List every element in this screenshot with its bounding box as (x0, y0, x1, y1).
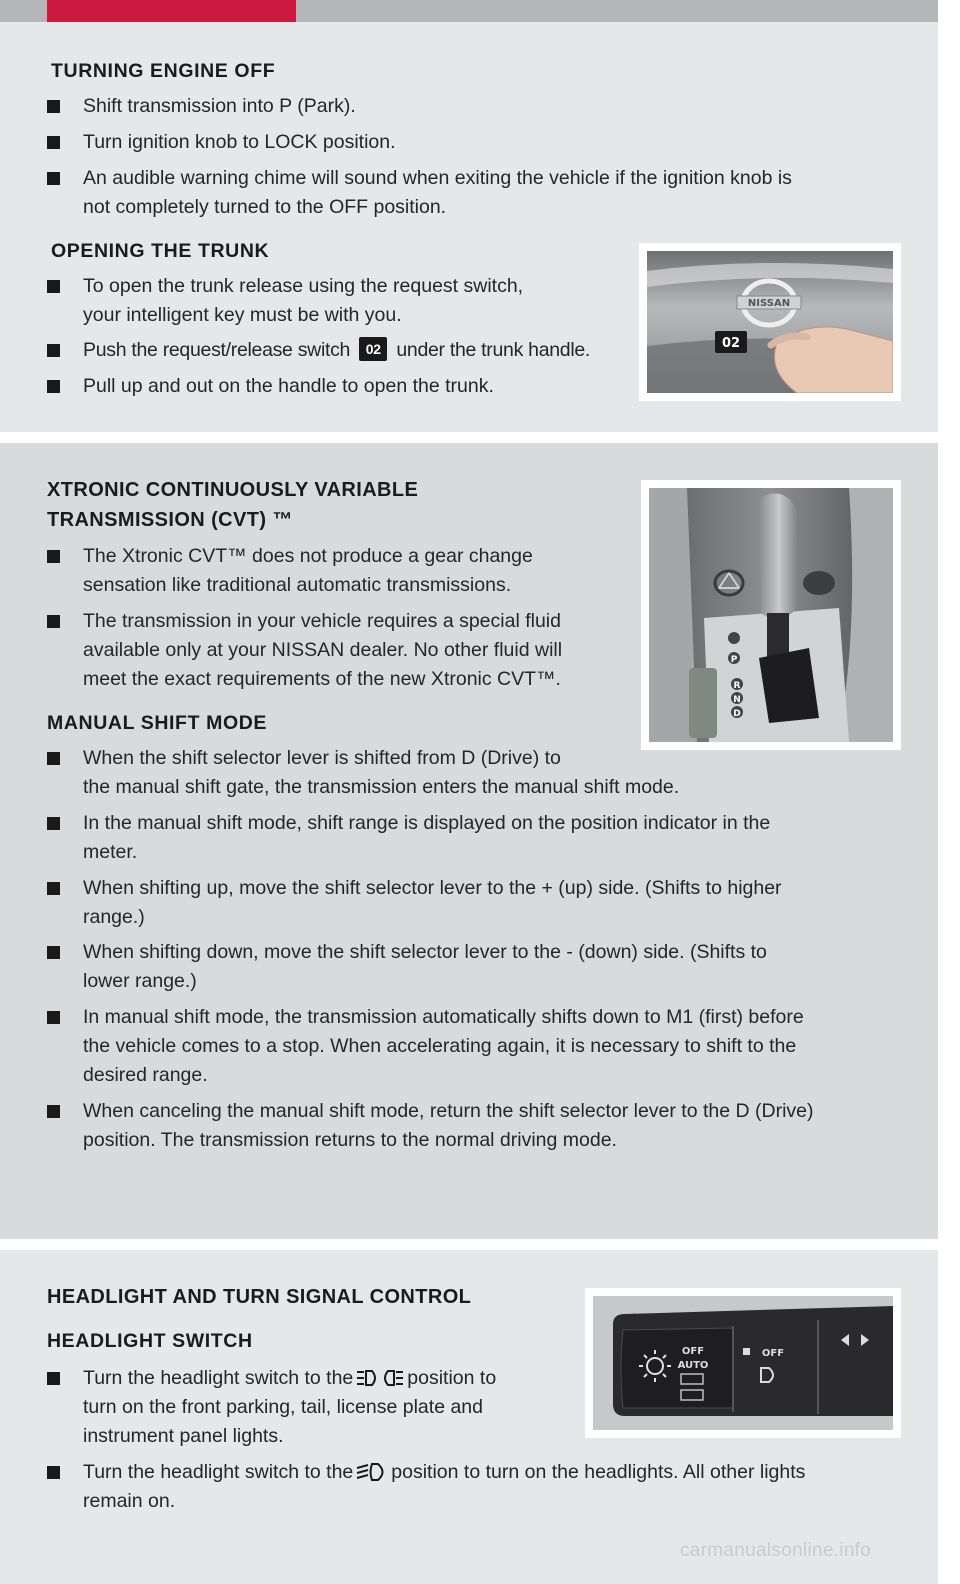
bullet-manual-gate: When the shift selector lever is shifted from D (Drive) to the manual shift gate, the transmission enters the manual shift mode. (47, 744, 927, 802)
parking-light-icon (356, 1368, 404, 1388)
bullet-trunk-key: To open the trunk release using the request switch, your intelligent key must be with you. (47, 272, 637, 330)
photo-callout-02: 02 (721, 336, 741, 351)
bullet-shift-park: Shift transmission into P (Park). (47, 92, 907, 121)
bullet-square (47, 882, 60, 895)
top-bar-accent (47, 0, 296, 22)
headlight-icon (356, 1462, 388, 1482)
stalk-off-label: OFF (681, 1346, 705, 1357)
bullet-ignition-lock: Turn ignition knob to LOCK position. (47, 128, 907, 157)
bullet-square (47, 1105, 60, 1118)
headlight-stalk-illustration (593, 1296, 893, 1430)
bullet-square (47, 1372, 60, 1385)
engine-trunk-panel (0, 22, 938, 432)
bullet-position-indicator: In the manual shift mode, shift range is displayed on the position indicator in the meter. (47, 809, 927, 867)
bullet-xtronic-sensation: The Xtronic CVT™ does not produce a gear change sensation like traditional automatic transmissions. (47, 542, 617, 600)
bullet-square (47, 550, 60, 563)
bullet-square (47, 1466, 60, 1479)
xtronic-heading: XTRONIC CONTINUOUSLY VARIABLE TRANSMISSION (CVT) ™ (47, 479, 419, 531)
bullet-square (47, 172, 60, 185)
bullet-headlights-on: Turn the headlight switch to the position to turn on the headlights. All other lights remain on. (47, 1458, 927, 1516)
bullet-square (47, 1011, 60, 1024)
bullet-warning-chime: An audible warning chime will sound when exiting the vehicle if the ignition knob is not completely turned to the OFF position. (47, 164, 927, 222)
bullet-auto-downshift: In manual shift mode, the transmission automatically shifts down to M1 (first) before the vehicle comes to a stop. When accelerating again, it is necessary to shift to the desired range. (47, 1003, 932, 1090)
stalk-fog-off-label: OFF (761, 1348, 785, 1359)
bullet-trunk-switch: Push the request/release switch 02 under the trunk handle. (47, 336, 647, 365)
bullet-square (47, 380, 60, 393)
bullet-square (47, 344, 60, 357)
bullet-xtronic-fluid: The transmission in your vehicle requires a special fluid available only at your NISSAN dealer. No other fluid will meet the exact requirements of the new Xtronic CVT™. (47, 607, 627, 694)
bullet-square (47, 136, 60, 149)
callout-badge-02: 02 (359, 337, 387, 361)
shifter-photo (641, 480, 901, 750)
bullet-square (47, 946, 60, 959)
turning-engine-off-heading: TURNING ENGINE OFF (51, 60, 276, 82)
cvt-shifter-illustration (649, 488, 893, 742)
bullet-trunk-pull: Pull up and out on the handle to open the trunk. (47, 372, 647, 401)
gate-p: P (730, 655, 738, 665)
bullet-shift-up: When shifting up, move the shift selector lever to the + (up) side. (Shifts to higher range.) (47, 874, 927, 932)
transmission-panel (0, 443, 938, 1239)
top-bar (0, 0, 938, 22)
opening-trunk-heading: OPENING THE TRUNK (51, 240, 270, 262)
bullet-cancel-manual: When canceling the manual shift mode, return the shift selector lever to the D (Drive) position. The transmission returns to the normal driving mode. (47, 1097, 932, 1155)
bullet-square (47, 280, 60, 293)
bullet-square (47, 817, 60, 830)
manual-shift-heading: MANUAL SHIFT MODE (47, 712, 267, 734)
watermark: carmanualsonline.info (680, 1540, 872, 1561)
headlight-heading: HEADLIGHT AND TURN SIGNAL CONTROL (47, 1286, 472, 1308)
headlight-stalk-photo (585, 1288, 901, 1438)
headlight-switch-subheading: HEADLIGHT SWITCH (47, 1330, 253, 1352)
bullet-parking-lights: Turn the headlight switch to the position to turn on the front parking, tail, license plate and instrument panel lights. (47, 1364, 587, 1451)
trunk-handle-illustration (647, 251, 893, 393)
bullet-shift-down: When shifting down, move the shift selector lever to the - (down) side. (Shifts to lower range.) (47, 938, 927, 996)
emblem-text: NISSAN (747, 298, 791, 309)
gate-d: D (733, 709, 741, 719)
trunk-photo (639, 243, 901, 401)
bullet-square (47, 752, 60, 765)
bullet-square (47, 615, 60, 628)
gate-n: N (733, 695, 741, 705)
stalk-auto-label: AUTO (677, 1360, 709, 1371)
headlight-panel (0, 1250, 938, 1584)
gate-r: R (733, 681, 741, 691)
bullet-square (47, 100, 60, 113)
